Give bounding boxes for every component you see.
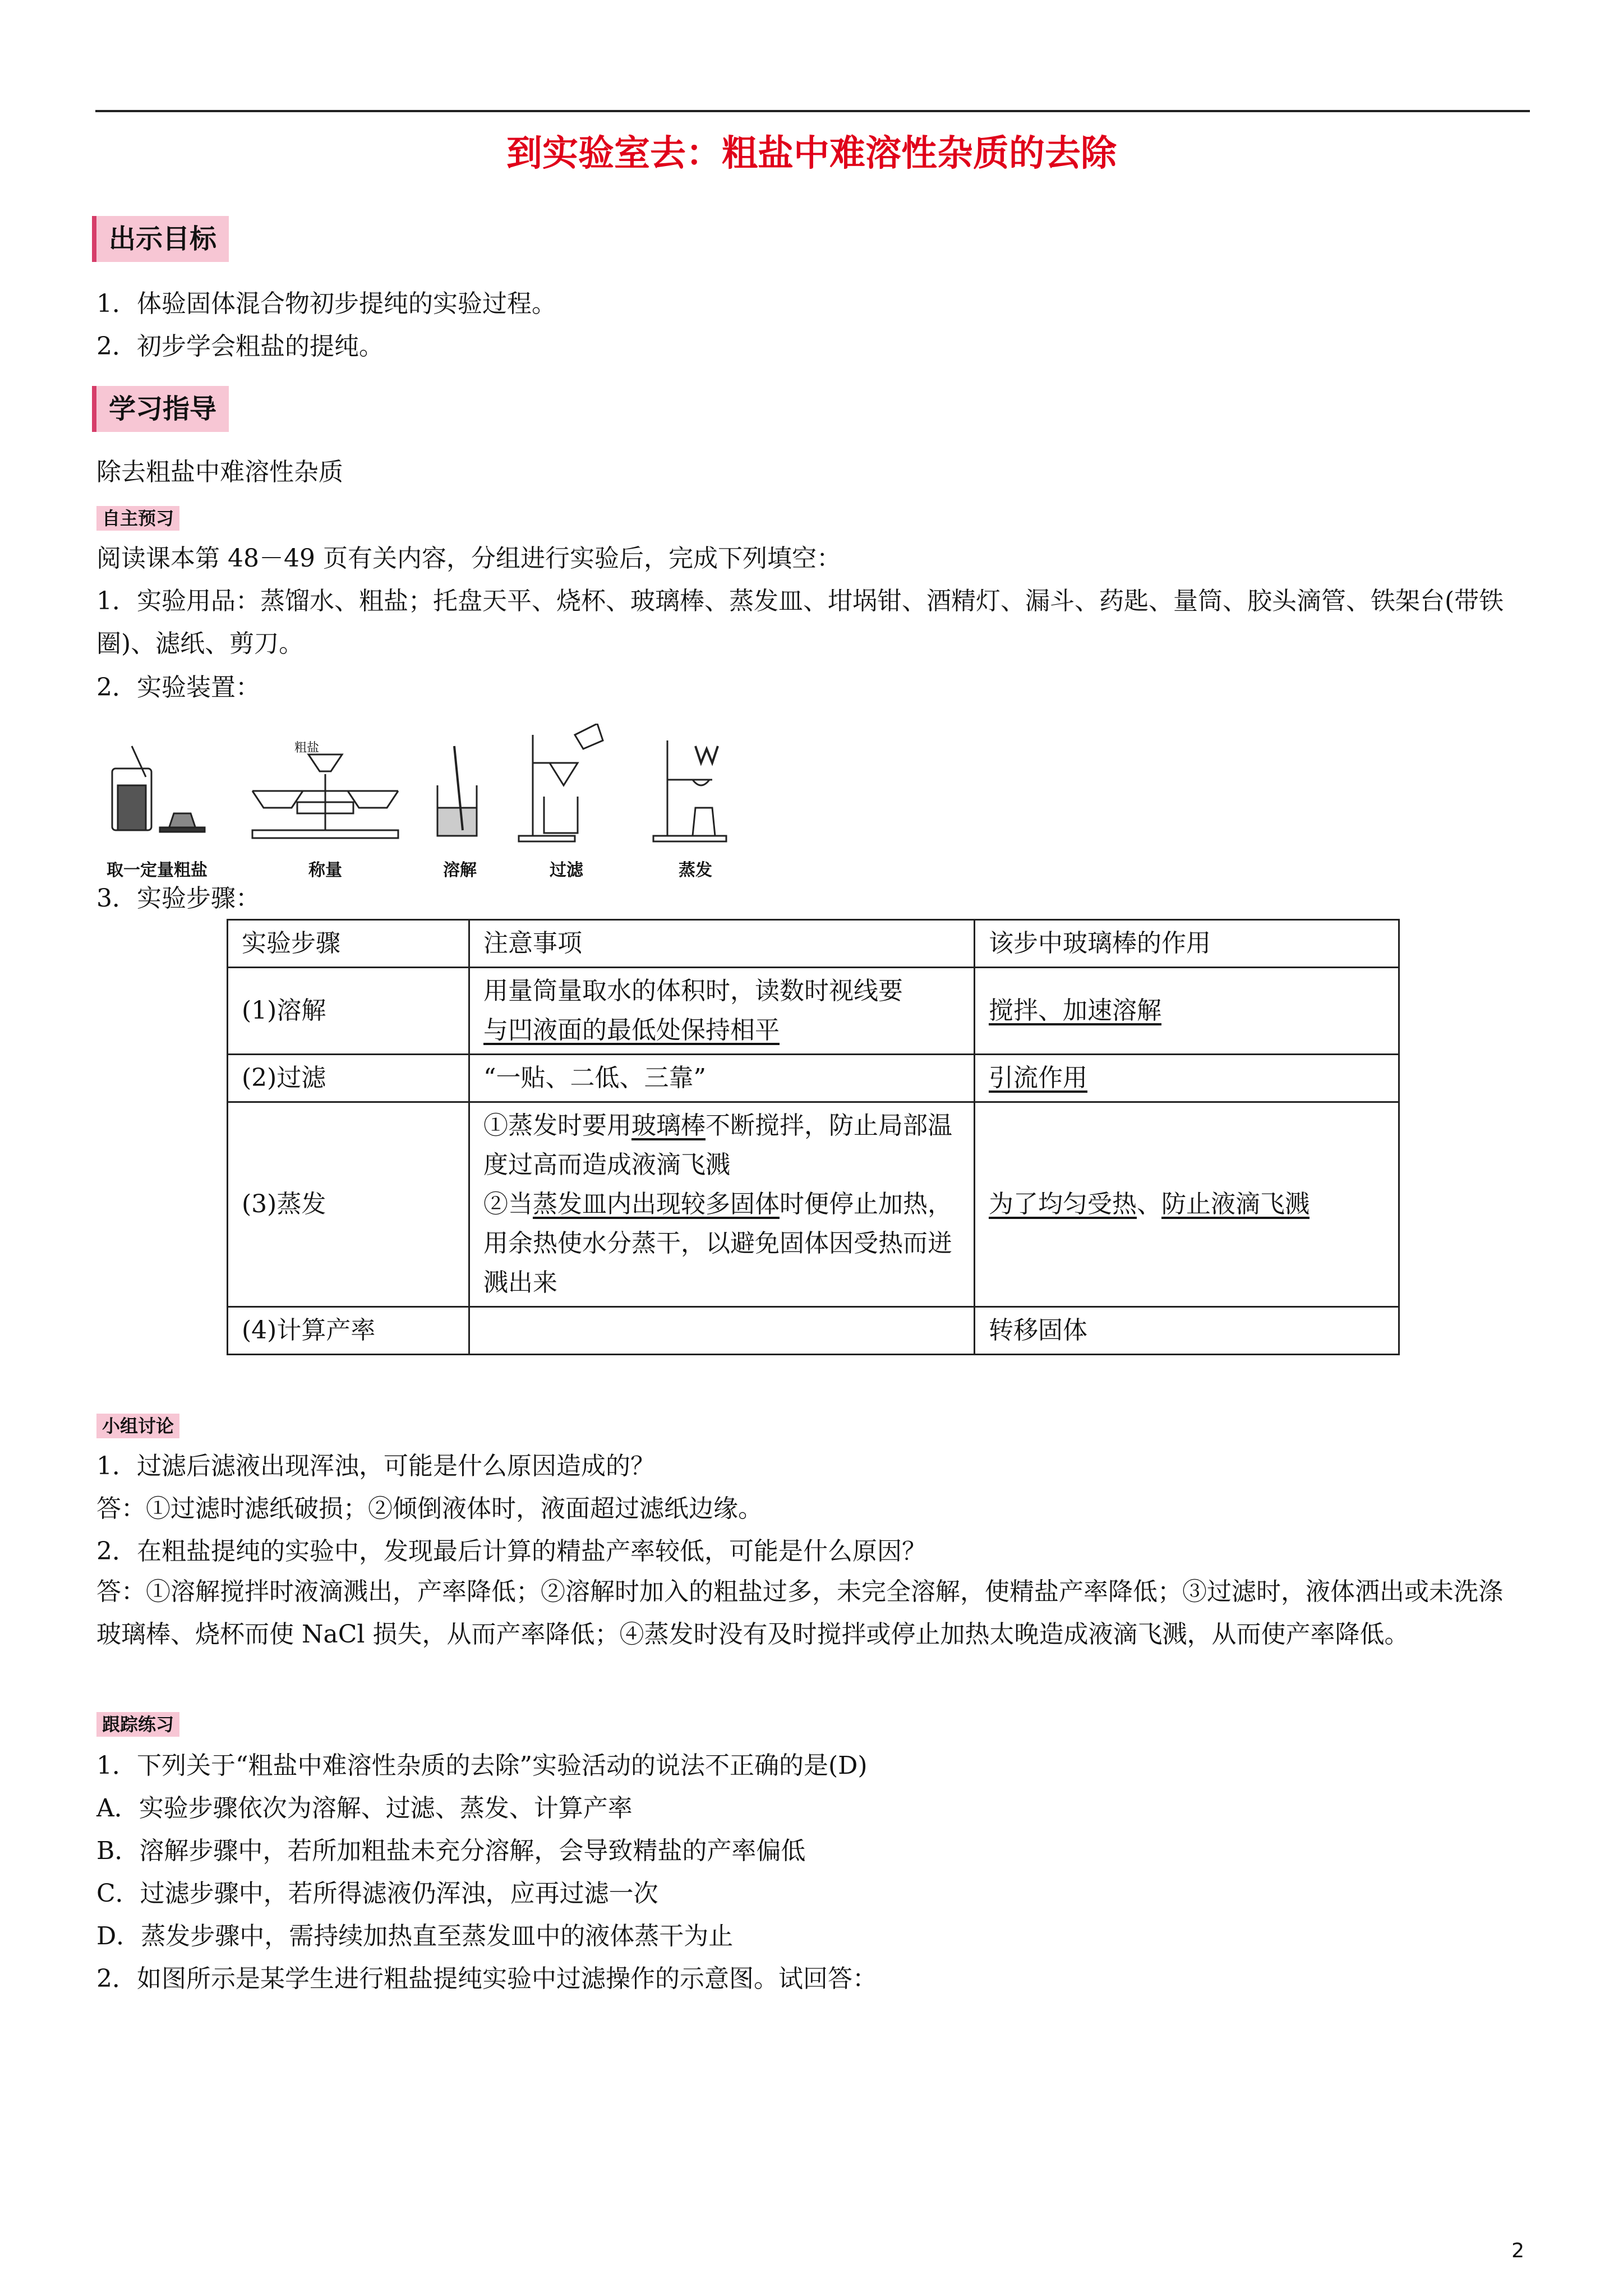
discussion-a2: 答：①溶解搅拌时液滴溅出，产率降低；②溶解时加入的粗盐过多，未完全溶解，使精盐产率降低；③过滤时，液体洒出或未洗涤玻璃棒、烧杯而使 NaCl 损失，从而产率降低；④蒸发时没有及时搅拌或停止加热太晚造成液滴飞溅，从而使产率降低。	[96, 1577, 1503, 1649]
discussion-tag: 小组讨论	[96, 1414, 179, 1438]
preview-item-2: 2．实验装置：	[96, 673, 260, 702]
guide-tag: 学习指导	[96, 386, 229, 432]
role-answer: 引流作用	[989, 1064, 1087, 1092]
note-answer: 蒸发皿内出现较多固体	[533, 1190, 780, 1218]
evaporation-stand-icon	[653, 740, 726, 841]
discussion-a1: 答：①过滤时滤纸破损；②倾倒液体时，液面超过滤纸边缘。	[96, 1494, 763, 1523]
step-cell: (2)过滤	[228, 1055, 469, 1102]
notes-cell	[469, 1102, 975, 1307]
filter-stand-icon	[519, 724, 603, 841]
notes-cell	[469, 968, 975, 1055]
preview-item-3: 3．实验步骤：	[96, 884, 260, 913]
header-step: 实验步骤	[228, 920, 469, 968]
note-text: 用量筒量取水的体积时，读数时视线要	[483, 977, 903, 1005]
page-title: 到实验室去：粗盐中难溶性杂质的去除	[506, 133, 1117, 174]
role-separator: 、	[1137, 1190, 1161, 1218]
page-number: 2	[1511, 2239, 1524, 2262]
fig-caption-4: 过滤	[550, 861, 583, 880]
apparatus-figures	[107, 724, 780, 881]
role-cell	[975, 1102, 1399, 1307]
preview-intro: 阅读课本第 48－49 页有关内容，分组进行实验后，完成下列填空：	[96, 544, 841, 573]
goals-tag: 出示目标	[96, 216, 229, 262]
jar-icon	[112, 746, 205, 832]
top-rule	[95, 110, 1530, 112]
note-text: 时便停止加热，用余热使水分蒸干，以避免固体因受热而迸溅出来	[483, 1190, 952, 1297]
note-answer: 与凹液面的最低处保持相平	[483, 1016, 780, 1045]
step-cell: (4)计算产率	[228, 1307, 469, 1355]
fig-caption-2: 称量	[308, 861, 342, 880]
goal-2: 2．初步学会粗盐的提纯。	[96, 332, 384, 361]
preview-item-1: 1．实验用品：蒸馏水、粗盐；托盘天平、烧杯、玻璃棒、蒸发皿、坩埚钳、酒精灯、漏斗、药匙、量筒、胶头滴管、铁架台(带铁圈)、滤纸、剪刀。	[96, 587, 1504, 658]
balance-icon	[252, 754, 398, 838]
notes-cell: “一贴、二低、三靠”	[469, 1055, 975, 1102]
header-notes: 注意事项	[469, 920, 975, 968]
preview-tag: 自主预习	[96, 506, 179, 531]
steps-table	[227, 919, 1400, 1355]
role-cell	[975, 1055, 1399, 1102]
option-a: A．实验步骤依次为溶解、过滤、蒸发、计算产率	[96, 1794, 633, 1823]
role-cell: 转移固体	[975, 1307, 1399, 1355]
note-text: ①蒸发时要用	[483, 1111, 631, 1140]
option-d: D．蒸发步骤中，需持续加热直至蒸发皿中的液体蒸干为止	[96, 1922, 734, 1950]
guide-subtitle: 除去粗盐中难溶性杂质	[96, 458, 343, 486]
balance-label: 粗盐	[294, 741, 320, 755]
jar-label: 粗盐	[121, 772, 144, 785]
table-row	[228, 1307, 1399, 1355]
practice-tag: 跟踪练习	[96, 1712, 179, 1737]
practice-q1: 1．下列关于“粗盐中难溶性杂质的去除”实验活动的说法不正确的是(D)	[96, 1751, 868, 1780]
fig-caption-5: 蒸发	[679, 861, 712, 880]
discussion-q1: 1．过滤后滤液出现浑浊，可能是什么原因造成的？	[96, 1452, 655, 1480]
option-b: B．溶解步骤中，若所加粗盐未充分溶解，会导致精盐的产率偏低	[96, 1837, 806, 1865]
step-cell: (1)溶解	[228, 968, 469, 1055]
role-cell	[975, 968, 1399, 1055]
note-text: ②当	[483, 1190, 533, 1218]
table-header-row	[228, 920, 1399, 968]
header-role: 该步中玻璃棒的作用	[975, 920, 1399, 968]
step-cell: (3)蒸发	[228, 1102, 469, 1307]
apparatus-drawings	[107, 724, 780, 853]
fig-caption-1: 取一定量粗盐	[107, 861, 208, 880]
role-answer: 为了均匀受热	[989, 1190, 1137, 1218]
note-answer: 玻璃棒	[631, 1111, 706, 1140]
discussion-q2: 2．在粗盐提纯的实验中，发现最后计算的精盐产率较低，可能是什么原因？	[96, 1537, 926, 1566]
goal-1: 1．体验固体混合物初步提纯的实验过程。	[96, 289, 556, 318]
option-c: C．过滤步骤中，若所得滤液仍浑浊，应再过滤一次	[96, 1879, 658, 1908]
beaker-icon	[437, 746, 477, 836]
note-text: 不断搅拌，防止局部温度过高而造成液滴飞溅	[483, 1111, 952, 1179]
practice-q2: 2．如图所示是某学生进行粗盐提纯实验中过滤操作的示意图。试回答：	[96, 1964, 877, 1993]
table-row	[228, 1055, 1399, 1102]
fig-caption-3: 溶解	[443, 861, 477, 880]
table-row	[228, 1102, 1399, 1307]
role-answer: 防止液滴飞溅	[1161, 1190, 1310, 1218]
role-answer: 搅拌、加速溶解	[989, 996, 1161, 1025]
notes-cell	[469, 1307, 975, 1355]
table-row	[228, 968, 1399, 1055]
